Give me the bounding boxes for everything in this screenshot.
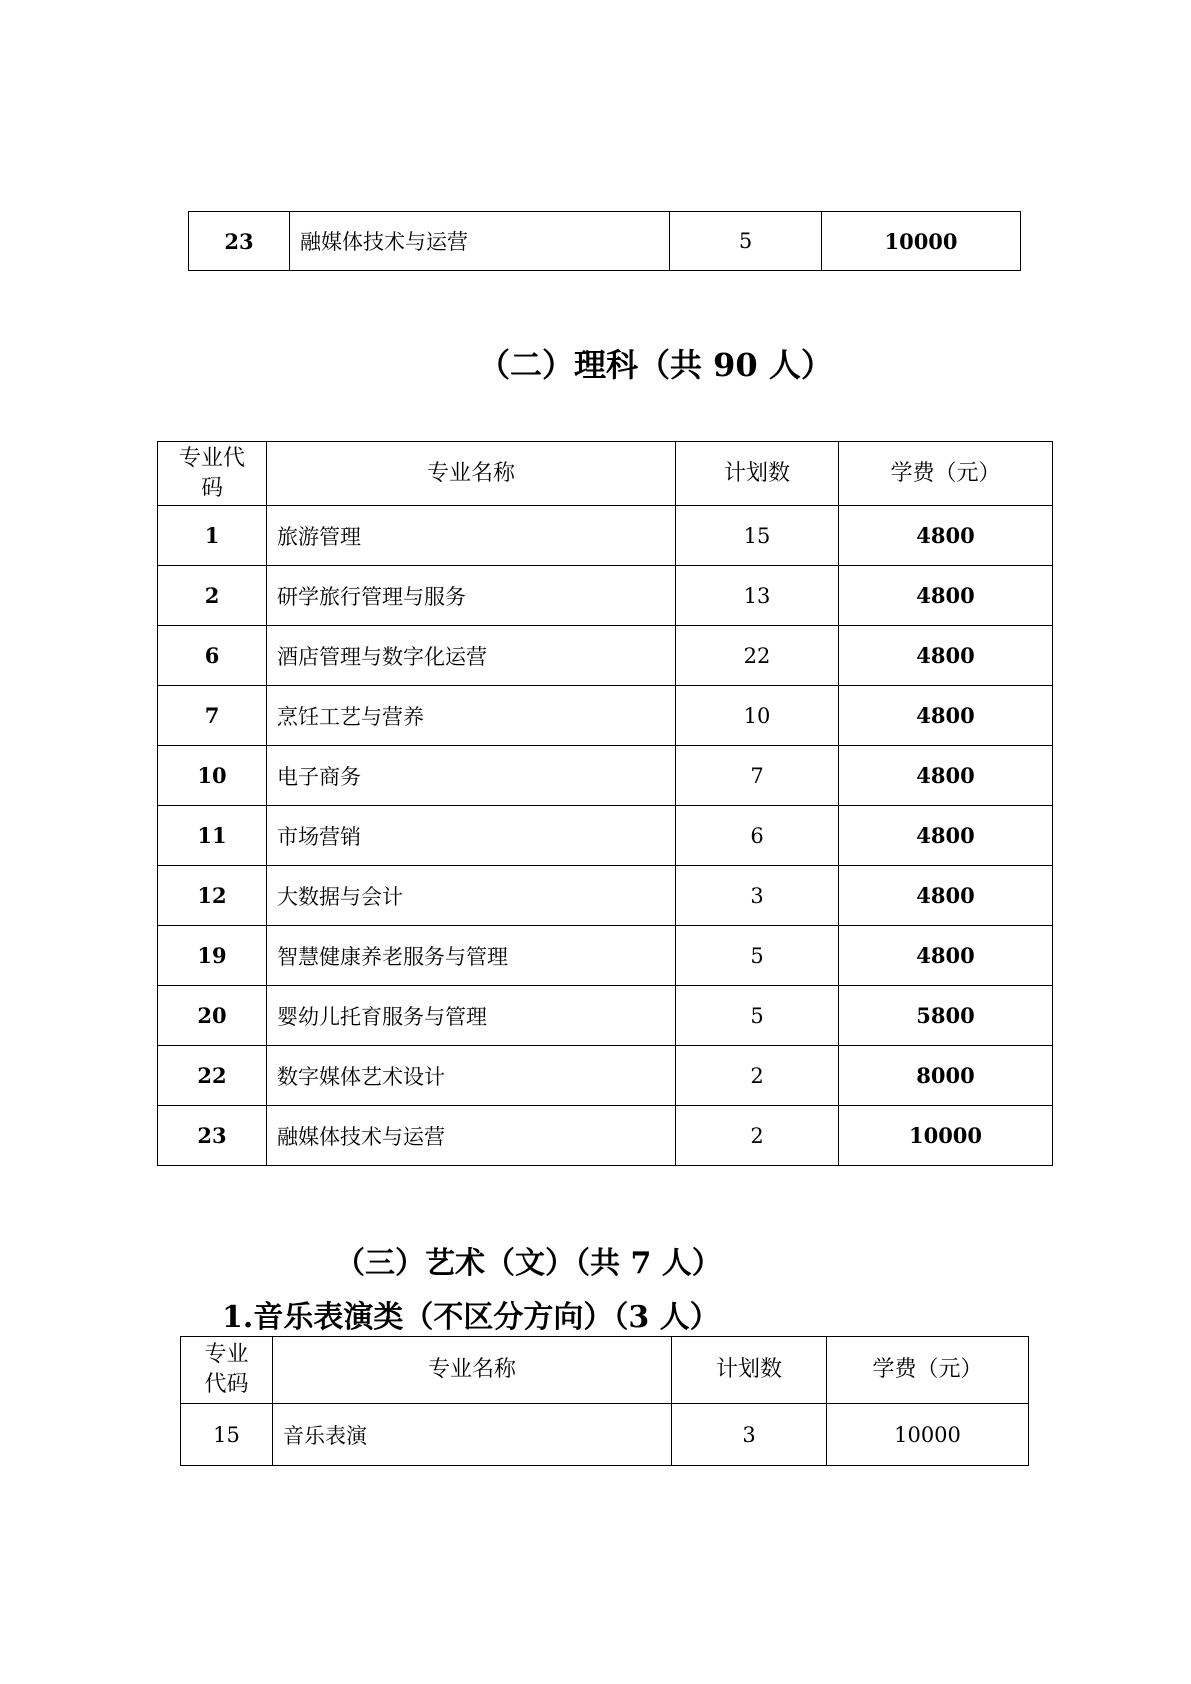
cell-code: 23 bbox=[158, 1106, 267, 1166]
cell-plan: 2 bbox=[676, 1106, 839, 1166]
cell-fee: 5800 bbox=[839, 986, 1053, 1046]
cell-code: 22 bbox=[158, 1046, 267, 1106]
table-row bbox=[181, 1404, 1029, 1466]
cell-fee: 4800 bbox=[839, 686, 1053, 746]
cell-plan: 22 bbox=[676, 626, 839, 686]
cell-code: 20 bbox=[158, 986, 267, 1046]
cell-fee: 4800 bbox=[839, 866, 1053, 926]
table-row bbox=[158, 506, 1053, 566]
section3-subtitle: 1.音乐表演类（不区分方向）（3 人） bbox=[222, 1300, 720, 1335]
table-section3 bbox=[180, 1336, 1029, 1466]
cell-plan: 7 bbox=[676, 746, 839, 806]
table-row bbox=[189, 212, 1021, 271]
cell-plan: 3 bbox=[672, 1404, 827, 1466]
cell-fee: 4800 bbox=[839, 566, 1053, 626]
table-row bbox=[158, 686, 1053, 746]
cell-code: 6 bbox=[158, 626, 267, 686]
table-header-row bbox=[181, 1337, 1029, 1404]
cell-code: 1 bbox=[158, 506, 267, 566]
cell-name: 电子商务 bbox=[267, 746, 676, 806]
cell-name: 融媒体技术与运营 bbox=[290, 212, 670, 271]
header-name: 专业名称 bbox=[273, 1337, 672, 1404]
table-section2 bbox=[157, 441, 1053, 1166]
table-row bbox=[158, 1046, 1053, 1106]
cell-code: 11 bbox=[158, 806, 267, 866]
cell-name: 烹饪工艺与营养 bbox=[267, 686, 676, 746]
section2-title: （二）理科（共 90 人） bbox=[478, 346, 833, 384]
cell-fee: 8000 bbox=[839, 1046, 1053, 1106]
table-row bbox=[158, 1106, 1053, 1166]
cell-code: 23 bbox=[189, 212, 290, 271]
cell-fee: 10000 bbox=[827, 1404, 1029, 1466]
cell-fee: 4800 bbox=[839, 806, 1053, 866]
header-plan: 计划数 bbox=[672, 1337, 827, 1404]
cell-name: 酒店管理与数字化运营 bbox=[267, 626, 676, 686]
cell-fee: 10000 bbox=[822, 212, 1021, 271]
cell-name: 音乐表演 bbox=[273, 1404, 672, 1466]
cell-code: 2 bbox=[158, 566, 267, 626]
header-fee: 学费（元） bbox=[839, 442, 1053, 506]
cell-name: 婴幼儿托育服务与管理 bbox=[267, 986, 676, 1046]
table-row bbox=[158, 866, 1053, 926]
cell-plan: 5 bbox=[670, 212, 822, 271]
table-row bbox=[158, 746, 1053, 806]
table-top bbox=[188, 211, 1021, 271]
cell-fee: 4800 bbox=[839, 626, 1053, 686]
cell-code: 7 bbox=[158, 686, 267, 746]
cell-plan: 3 bbox=[676, 866, 839, 926]
cell-code: 10 bbox=[158, 746, 267, 806]
cell-fee: 4800 bbox=[839, 926, 1053, 986]
table-row bbox=[158, 926, 1053, 986]
cell-plan: 13 bbox=[676, 566, 839, 626]
cell-name: 市场营销 bbox=[267, 806, 676, 866]
cell-fee: 4800 bbox=[839, 746, 1053, 806]
table-row bbox=[158, 566, 1053, 626]
header-code: 专业代码 bbox=[158, 442, 267, 506]
cell-name: 智慧健康养老服务与管理 bbox=[267, 926, 676, 986]
cell-name: 融媒体技术与运营 bbox=[267, 1106, 676, 1166]
cell-plan: 2 bbox=[676, 1046, 839, 1106]
table-row bbox=[158, 986, 1053, 1046]
cell-code: 15 bbox=[181, 1404, 273, 1466]
cell-name: 数字媒体艺术设计 bbox=[267, 1046, 676, 1106]
cell-fee: 10000 bbox=[839, 1106, 1053, 1166]
cell-plan: 6 bbox=[676, 806, 839, 866]
section3-title: （三）艺术（文）（共 7 人） bbox=[335, 1246, 722, 1281]
cell-code: 19 bbox=[158, 926, 267, 986]
header-name: 专业名称 bbox=[267, 442, 676, 506]
cell-plan: 5 bbox=[676, 986, 839, 1046]
cell-plan: 15 bbox=[676, 506, 839, 566]
cell-name: 大数据与会计 bbox=[267, 866, 676, 926]
table-header-row bbox=[158, 442, 1053, 506]
table-row bbox=[158, 626, 1053, 686]
cell-name: 旅游管理 bbox=[267, 506, 676, 566]
header-code: 专业代码 bbox=[181, 1337, 273, 1404]
cell-plan: 5 bbox=[676, 926, 839, 986]
cell-fee: 4800 bbox=[839, 506, 1053, 566]
table-row bbox=[158, 806, 1053, 866]
cell-plan: 10 bbox=[676, 686, 839, 746]
header-fee: 学费（元） bbox=[827, 1337, 1029, 1404]
cell-name: 研学旅行管理与服务 bbox=[267, 566, 676, 626]
cell-code: 12 bbox=[158, 866, 267, 926]
header-plan: 计划数 bbox=[676, 442, 839, 506]
